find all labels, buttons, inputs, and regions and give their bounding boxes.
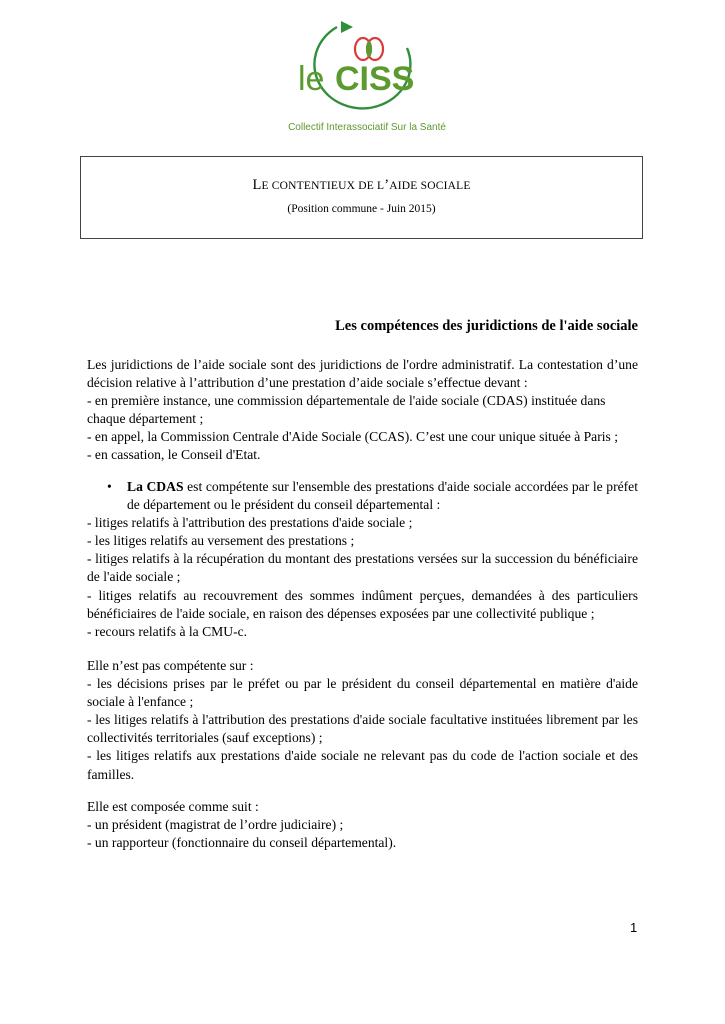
list-item: - les litiges relatifs à l'attribution des prestations d'aide sociale facultative instituées librement par les collectivités territoriales (sauf exceptions) ; [87,712,638,746]
logo-tagline: Collectif Interassociatif Sur la Santé [288,122,446,133]
cdas-section [87,478,638,641]
composition-intro: Elle est composée comme suit : [87,799,259,814]
title-rest-2: AIDE SOCIALE [389,180,471,192]
cdas-bullet-item [87,478,638,514]
logo-text-ciss: CISS [335,60,415,98]
not-competent-section [87,657,638,784]
intro-line: - en première instance, une commission départementale de l'aide sociale (CDAS) instituée dans chaque département ; [87,393,606,427]
leciss-logo-graphic [282,18,452,122]
leciss-logo [282,18,452,138]
list-item: - litiges relatifs à l'attribution des prestations d'aide sociale ; [87,515,413,531]
title-initial-2: ’ [384,177,390,193]
section-heading: Les compétences des juridictions de l'aide sociale [335,318,638,334]
logo-text-le: le [298,60,325,98]
composition-section [87,798,638,852]
list-item: - un rapporteur (fonctionnaire du conseil départemental). [87,835,397,851]
list-item: - un président (magistrat de l’ordre judiciaire) ; [87,817,344,833]
list-item: - litiges relatifs au recouvrement des sommes indûment perçues, demandées à des particuliers bénéficiaires de l'aide sociale, en raison des dépenses exposées par une collectivité publique ; [87,587,638,621]
intro-line: - en appel, la Commission Centrale d'Aide Sociale (CCAS). C’est une cour unique située à Paris ; [87,429,618,445]
list-item: - les litiges relatifs au versement des prestations ; [87,533,355,549]
list-item: - recours relatifs à la CMU-c. [87,623,248,639]
document-subtitle: (Position commune - Juin 2015) [287,203,436,215]
title-rest-1: E CONTENTIEUX DE L [261,180,385,192]
intro-line: - en cassation, le Conseil d'Etat. [87,447,261,463]
title-initial-1: L [252,177,262,193]
not-competent-intro: Elle n’est pas compétente sur : [87,658,254,673]
list-item: - les décisions prises par le préfet ou par le président du conseil départemental en matière d'aide sociale à l'enfance ; [87,676,638,710]
document-title [81,177,642,194]
logo-leaf-icon [366,41,372,57]
bullet-icon: • [107,479,112,494]
cdas-label: La CDAS [127,479,184,494]
intro-paragraph [87,356,638,465]
intro-line: Les juridictions de l’aide sociale sont des juridictions de l'ordre administratif. La contestation d’une décision relative à l’attribution d’une prestation d’aide sociale s’effectue devant : [87,357,638,391]
list-item: - les litiges relatifs aux prestations d'aide sociale ne relevant pas du code de l'action sociale et des familles. [87,748,638,782]
cdas-first-text: est compétente sur l'ensemble des prestations d'aide sociale accordées par le préfet de département ou le président du conseil départemental : [127,479,638,513]
list-item: - litiges relatifs à la récupération du montant des prestations versées sur la succession du bénéficiaire de l'aide sociale ; [87,551,638,585]
cdas-first-line [127,478,638,514]
logo-arrow-icon [341,21,353,33]
title-box [80,156,643,239]
page-number: 1 [630,920,638,935]
